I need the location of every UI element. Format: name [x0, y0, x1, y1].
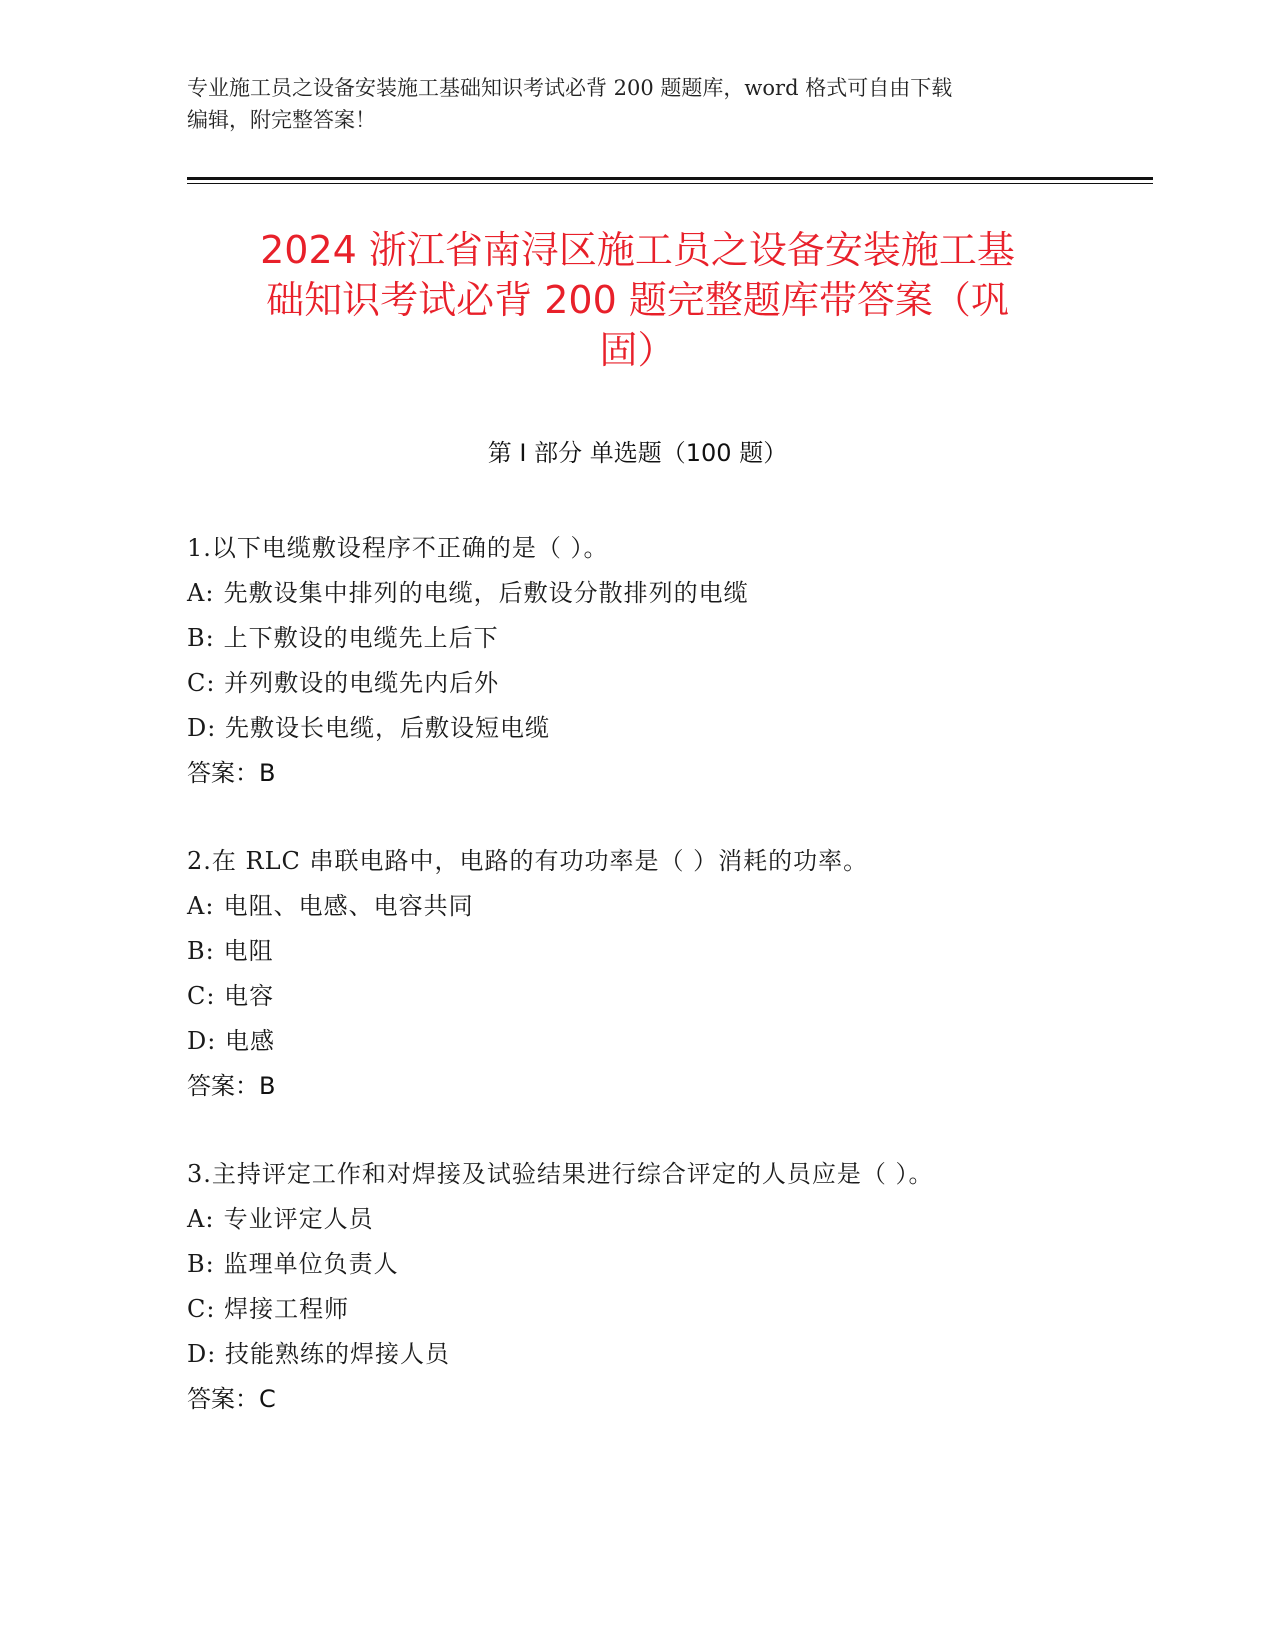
answer-line: 答案：B [187, 1072, 276, 1100]
option-text: 并列敷设的电缆先内后外 [224, 669, 500, 697]
option-text: 电容 [224, 982, 275, 1010]
option-text: 电感 [224, 1027, 275, 1055]
answer-line: 答案：C [187, 1385, 276, 1413]
option-a [187, 1197, 1137, 1242]
option-text: 先敷设长电缆，后敷设短电缆 [224, 714, 550, 742]
header-note-line-2: 编辑，附完整答案！ [187, 108, 376, 132]
option-d [187, 706, 1137, 751]
option-text: 电阻、电感、电容共同 [223, 892, 474, 920]
option-letter: C: [187, 982, 216, 1010]
document-title [150, 225, 1125, 375]
option-text: 上下敷设的电缆先上后下 [223, 624, 499, 652]
option-a [187, 884, 1137, 929]
option-c [187, 661, 1137, 706]
option-letter: B: [187, 937, 215, 965]
option-c [187, 974, 1137, 1019]
option-letter: D: [187, 714, 217, 742]
option-d [187, 1332, 1137, 1377]
option-b [187, 929, 1137, 974]
option-letter: A: [187, 1205, 215, 1233]
header-note-line-1: 专业施工员之设备安装施工基础知识考试必背 200 题题库，word 格式可自由下载 [187, 76, 953, 100]
document-title-line-3: 固） [599, 328, 676, 372]
option-letter: B: [187, 1250, 215, 1278]
document-title-line-1: 2024 浙江省南浔区施工员之设备安装施工基 [260, 228, 1015, 272]
question-list [187, 526, 1137, 1465]
answer-line: 答案：B [187, 759, 276, 787]
question-stem: 1.以下电缆敷设程序不正确的是（ ）。 [187, 534, 609, 562]
question-stem: 2.在 RLC 串联电路中，电路的有功功率是（ ）消耗的功率。 [187, 847, 869, 875]
option-b [187, 1242, 1137, 1287]
option-letter: A: [187, 892, 215, 920]
option-text: 专业评定人员 [223, 1205, 374, 1233]
option-letter: C: [187, 1295, 216, 1323]
option-letter: B: [187, 624, 215, 652]
header-note [187, 72, 1087, 136]
header-rule-thin [187, 183, 1153, 184]
option-letter: A: [187, 579, 215, 607]
question-item [187, 839, 1137, 1109]
question-item [187, 526, 1137, 796]
option-letter: C: [187, 669, 216, 697]
question-item [187, 1152, 1137, 1422]
option-letter: D: [187, 1027, 217, 1055]
option-text: 电阻 [223, 937, 274, 965]
option-text: 监理单位负责人 [223, 1250, 399, 1278]
option-text: 先敷设集中排列的电缆，后敷设分散排列的电缆 [223, 579, 749, 607]
option-d [187, 1019, 1137, 1064]
option-text: 焊接工程师 [224, 1295, 350, 1323]
option-a [187, 571, 1137, 616]
option-b [187, 616, 1137, 661]
option-c [187, 1287, 1137, 1332]
question-stem: 3.主持评定工作和对焊接及试验结果进行综合评定的人员应是（ ）。 [187, 1160, 934, 1188]
option-letter: D: [187, 1340, 217, 1368]
document-title-line-2: 础知识考试必背 200 题完整题库带答案（巩 [266, 278, 1009, 322]
section-heading: 第 I 部分 单选题（100 题） [487, 439, 788, 467]
option-text: 技能熟练的焊接人员 [224, 1340, 450, 1368]
header-rule-thick [187, 177, 1153, 180]
